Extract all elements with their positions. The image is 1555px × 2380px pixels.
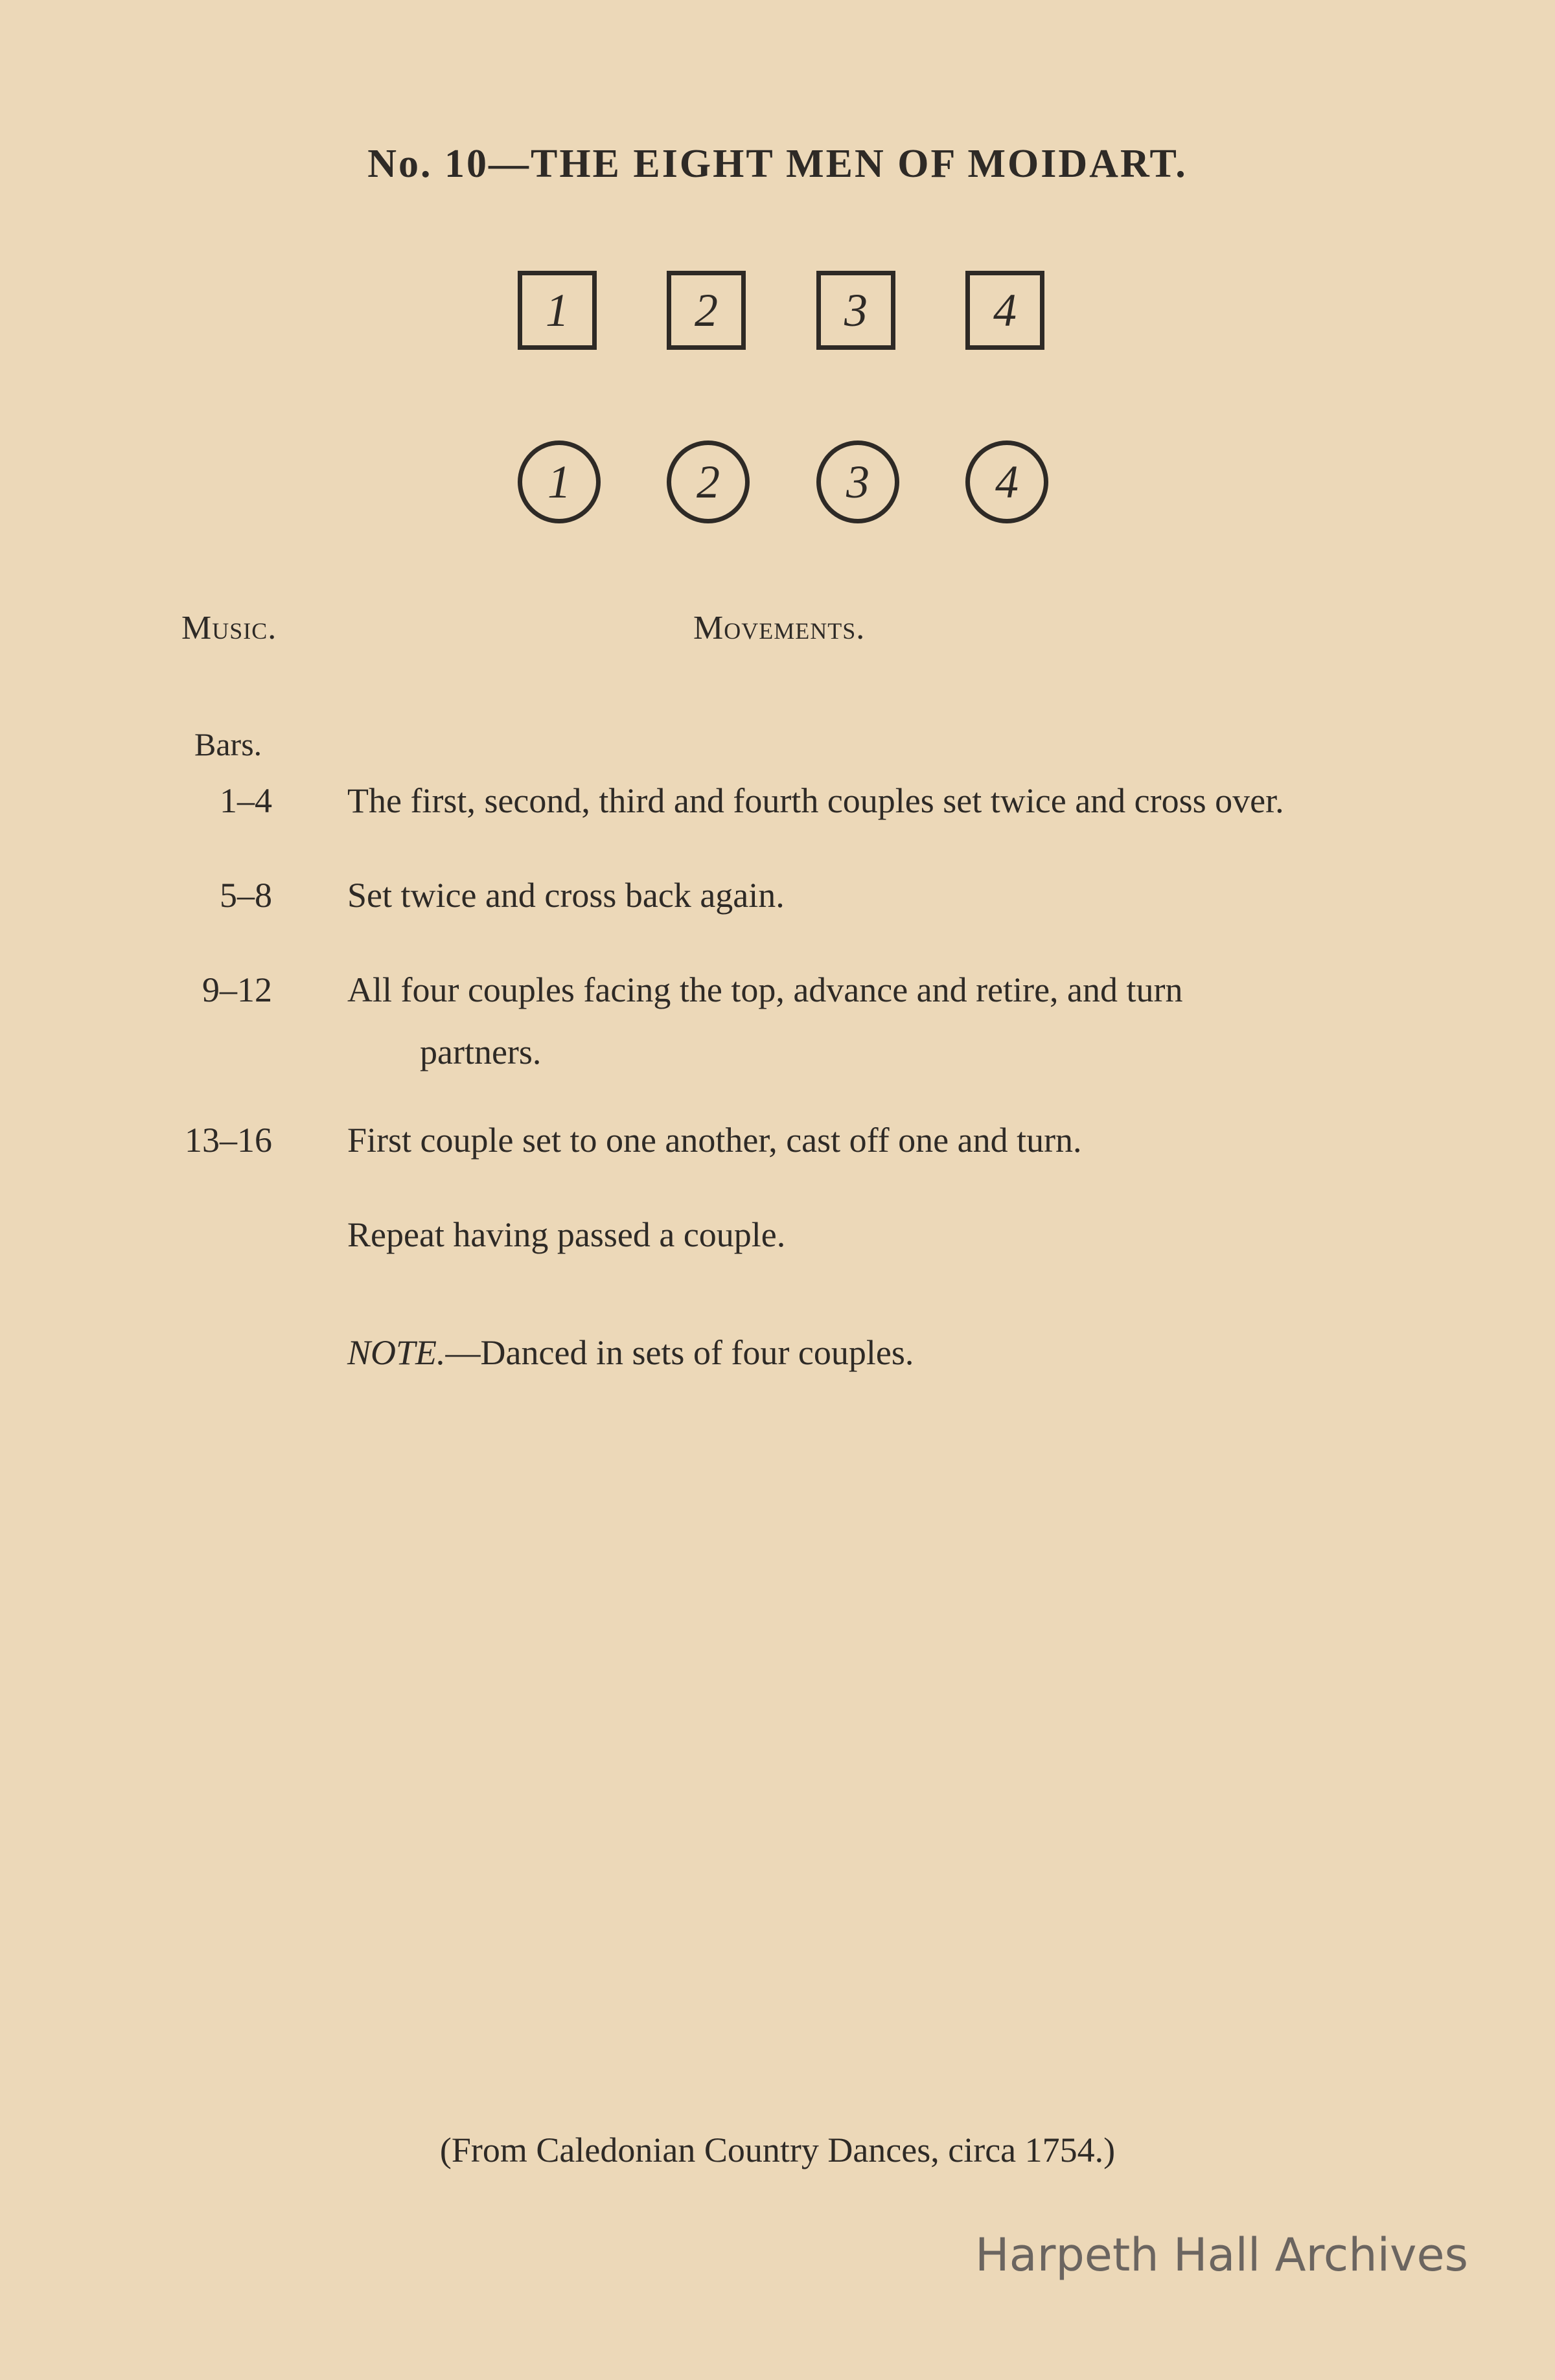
- movement-text: [347, 1204, 1403, 1266]
- note-body: —Danced in sets of four couples.: [445, 1333, 914, 1372]
- movement-line: Repeat having passed a couple.: [347, 1215, 786, 1254]
- man-position-2: 2: [667, 271, 746, 350]
- archive-watermark: Harpeth Hall Archives: [975, 2228, 1468, 2282]
- woman-position-1: 1: [518, 441, 601, 523]
- music-column-header: Music.: [181, 610, 277, 646]
- movement-continuation: partners.: [420, 1033, 542, 1071]
- movements-column-header: Movements.: [693, 610, 866, 646]
- note-label: NOTE.: [347, 1333, 446, 1372]
- note-text: [347, 1322, 1403, 1384]
- man-position-4: 4: [965, 271, 1044, 350]
- men-positions-row: [0, 271, 1555, 355]
- women-positions-row: [0, 441, 1555, 525]
- movement-text: [347, 1109, 1403, 1171]
- dance-title: No. 10—THE EIGHT MEN OF MOIDART.: [367, 142, 1188, 186]
- movement-text: [347, 864, 1403, 926]
- woman-position-4: 4: [965, 441, 1048, 523]
- movement-line: Set twice and cross back again.: [347, 876, 785, 915]
- movement-line: All four couples facing the top, advance and retire, and turn: [347, 970, 1183, 1009]
- bars-label: Bars.: [194, 726, 262, 762]
- movement-text: [347, 770, 1403, 832]
- movement-line: The first, second, third and fourth couples set twice and cross over.: [347, 781, 1284, 820]
- movement-text: [347, 959, 1403, 1083]
- bar-range: 13–16: [185, 1121, 272, 1160]
- woman-position-2: 2: [667, 441, 750, 523]
- man-position-1: 1: [518, 271, 597, 350]
- bar-range: 9–12: [202, 970, 272, 1009]
- man-position-3: 3: [816, 271, 895, 350]
- movement-line: First couple set to one another, cast off one and turn.: [347, 1121, 1082, 1160]
- bar-range: 5–8: [220, 876, 272, 915]
- woman-position-3: 3: [816, 441, 899, 523]
- bar-range: 1–4: [220, 781, 272, 820]
- source-citation: (From Caledonian Country Dances, circa 1754.): [439, 2131, 1116, 2169]
